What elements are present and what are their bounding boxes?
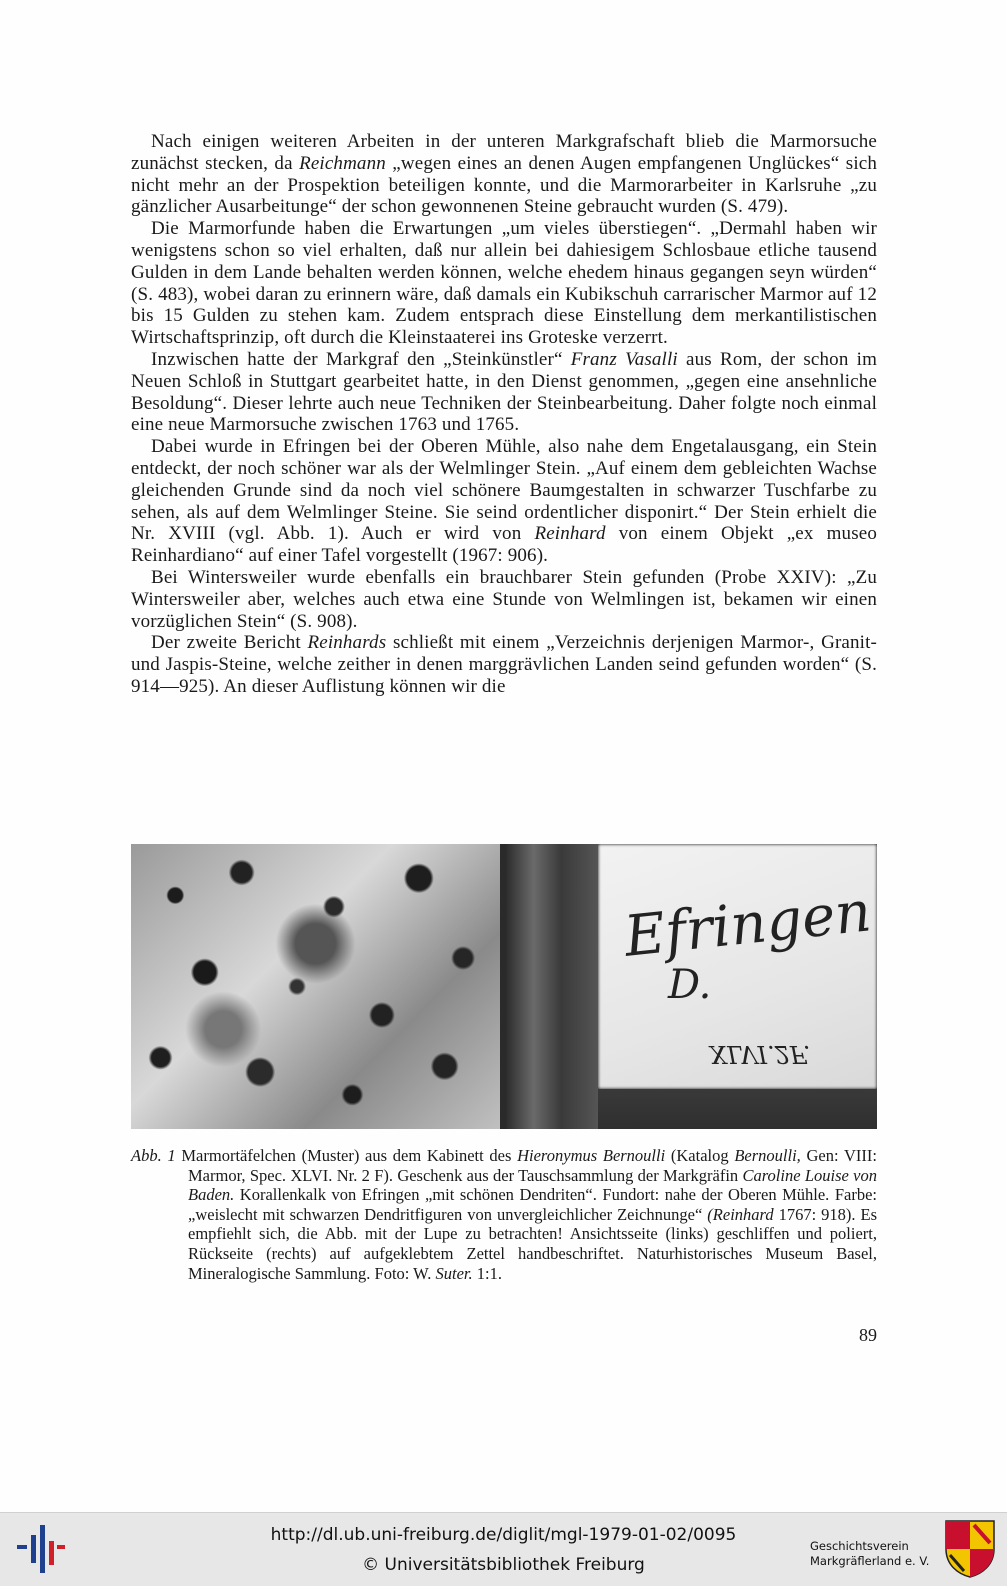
italic-name: Reinhards (307, 632, 387, 654)
text-run: Die Marmorfunde haben die Erwartungen „um vieles überstiegen“. „Dermahl haben wir wenigstens schon so viel erhalten, daß nur allein bei dahiesigem Schlosbaue etliche tausend Gulden in dem Lande behalten werden können, welche ehedem hinaus gegangen seyn würden“ (S. 483), wobei daran zu erinnern wäre, daß damals ein Kubikschuh carrarischer Marmor auf 12 bis 15 Gulden zu stehen kam. Zudem entsprach diese Einstellung dem merkantilistischen Wirtschaftsprinzip, oft durch die Kleinstaaterei ins Groteske verzerrt. (131, 218, 877, 349)
handwritten-number: XLVI.2F. (710, 1040, 811, 1068)
society-name-line1: Geschichtsverein (810, 1539, 909, 1553)
italic-name: Bernoulli, (734, 1146, 801, 1165)
text-run: (Katalog (665, 1146, 735, 1165)
italic-name: (Reinhard (707, 1204, 774, 1224)
tablet-back-surface (506, 844, 598, 1129)
handwritten-letter: D. (668, 962, 712, 1008)
text-run: von einem Objekt „ex museo Reinhardiano“ auf einer Tafel vorgestellt (1967: 906). (131, 523, 877, 567)
handwritten-label (598, 844, 877, 1089)
text-run: Inzwischen hatte der Markgraf den „Steinkünstler“ (151, 348, 571, 370)
text-run: Dabei wurde in Efringen bei der Oberen Mühle, also nahe dem Engetalausgang, ein Stein entdeckt, der noch schöner war als der Welmlinger Stein. „Auf einem dem gebleichten Wachse gleichenden Grunde sind da noch viel schönere Baumgestalten in schwarzer Tuschfarbe zu sehen, als auf dem Welmlinger Steine. Sie seind ordentlicher disponirt.“ Der Stein erhielt die Nr. XVIII (vgl. Abb. 1). Auch er wird von (131, 436, 877, 545)
italic-name: Reichmann (299, 152, 386, 174)
page-number: 89 (859, 1325, 877, 1345)
paragraph (131, 632, 877, 697)
marble-tablet-figure (131, 844, 877, 1129)
paragraph (131, 436, 877, 567)
paragraph (131, 218, 877, 349)
text-run: „wegen eines an denen Augen empfangenen Unglückes“ sich nicht mehr an der Prospektion beteiligen konnte, und die Marmorarbeiter in Karlsruhe „zu gänzlicher Ausarbeitunge“ der schon gewonnenen Steine gebraucht wurden (S. 479). (131, 152, 877, 218)
society-name-line2: Markgräflerland e. V. (810, 1554, 930, 1568)
text-run: schließt mit einem „Verzeichnis derjenigen Marmor-, Granit- und Jaspis-Steine, welche zeither in denen marggrävlichen Landen seind gefunden worden“ (S. 914—925). An dieser Auflistung können wir die (131, 632, 877, 697)
paragraph (131, 567, 877, 632)
text-run: 1:1. (472, 1263, 502, 1283)
text-run: Der zweite Bericht (151, 632, 308, 654)
text-run: Nach einigen weiteren Arbeiten in der unteren Markgrafschaft blieb die Marmorsuche zunächst stecken, da (131, 131, 877, 174)
body-text (131, 131, 877, 698)
italic-name: Caroline Louise von Baden. (188, 1165, 878, 1205)
italic-name: Suter. (435, 1263, 473, 1283)
text-run: 1767: 918). Es empfiehlt sich, die Abb. mit der Lupe zu betrachten! Ansichtsseite (links) geschliffen und poliert, Rückseite (rechts) auf aufgeklebtem Zettel handbeschriftet. Naturhistorisches Museum Basel, Mineralogische Sammlung. Foto: W. (188, 1204, 877, 1283)
text-run: Bei Wintersweiler wurde ebenfalls ein brauchbarer Stein gefunden (Probe XXIV): „Zu Wintersweiler aber, welches auch etwa eine Stunde von Welmlingen ist, bekamen wir einen vorzüglichen Stein“ (S. 908). (131, 566, 877, 632)
copyright-notice: © Universitätsbibliothek Freiburg (362, 1555, 645, 1575)
handwritten-locality: Efringen (621, 879, 875, 970)
viewer-footer (0, 1512, 1007, 1586)
society-name (810, 1539, 935, 1569)
text-run: Marmortäfelchen (Muster) aus dem Kabinett des (175, 1146, 518, 1165)
permalink-url[interactable]: http://dl.ub.uni-freiburg.de/diglit/mgl-1979-01-02/0095 (270, 1525, 737, 1545)
italic-name: Abb. 1 (131, 1146, 176, 1165)
paragraph (131, 349, 877, 436)
italic-name: Hieronymus Bernoulli (517, 1146, 666, 1165)
paragraph (131, 131, 877, 218)
polished-marble-face-image (131, 844, 500, 1129)
text-run: Korallenkalk von Efringen „mit schönen Dendriten“. Fundort: nahe der Oberen Mühle. Farbe: „weislecht mit schwarzen Dendritfiguren von unvergleichlicher Zeichnunge“ (188, 1185, 877, 1224)
labeled-back-image (506, 844, 877, 1129)
italic-name: Franz Vasalli (570, 348, 678, 370)
text-run: aus Rom, der schon im Neuen Schloß in Stuttgart gearbeitet hatte, in den Dienst genommen, „gegen eine ansehnliche Besoldung“. Dieser lehrte auch neue Techniken der Steinbearbeitung. Daher folgte noch einmal eine neue Marmorsuche zwischen 1763 und 1765. (131, 348, 878, 436)
text-run: Gen: VIII: Marmor, Spec. XLVI. Nr. 2 F). Geschenk aus der Tauschsammlung der Markgräfin (188, 1146, 877, 1185)
italic-name: Reinhard (534, 523, 606, 545)
society-crest-icon (944, 1519, 996, 1579)
figure-caption (131, 1146, 877, 1283)
